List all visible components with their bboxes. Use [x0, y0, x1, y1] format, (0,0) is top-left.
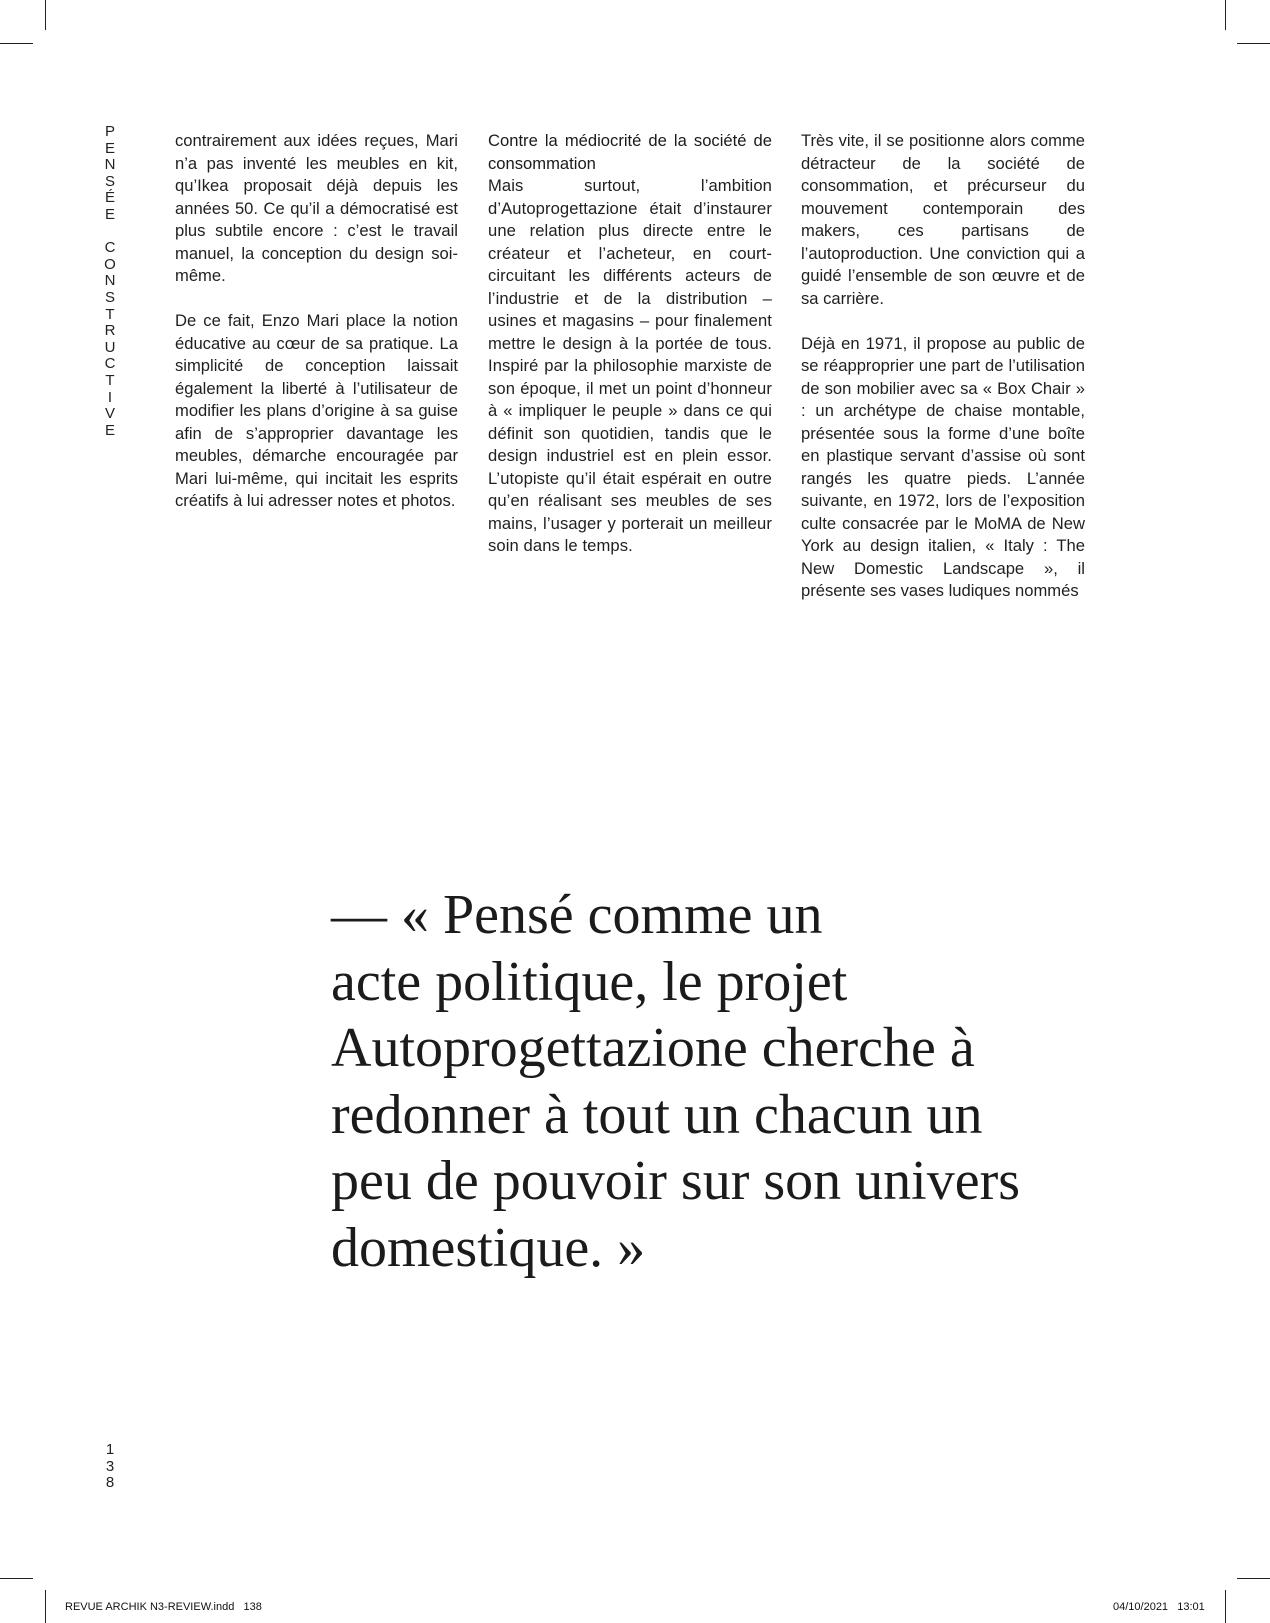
crop-mark-bottom-left-h — [0, 1578, 33, 1579]
section-label-letter: N — [104, 272, 116, 290]
page-number-digit: 3 — [105, 1457, 115, 1475]
text-column-2 — [488, 130, 772, 558]
section-label-letter: U — [104, 338, 116, 356]
page-number-digit: 8 — [105, 1474, 115, 1492]
section-label-letter: E — [104, 139, 115, 157]
section-label-letter: S — [104, 288, 115, 306]
section-label-letter: O — [104, 255, 116, 273]
crop-mark-bottom-right — [1225, 1590, 1226, 1623]
pull-quote-line: Autoprogettazione cherche à — [331, 1017, 975, 1079]
section-label-gap — [103, 224, 117, 241]
section-label-letter: V — [104, 405, 115, 423]
pull-quote — [331, 882, 1151, 1281]
section-label-letter: N — [104, 156, 116, 174]
section-label-letter: E — [104, 421, 115, 439]
section-label-letter: E — [104, 205, 115, 223]
section-label-letter: T — [105, 305, 115, 323]
pull-quote-line: domestique. » — [331, 1216, 646, 1279]
section-label-letter: R — [104, 322, 116, 340]
crop-mark-top-left-h — [0, 43, 33, 44]
paragraph: Mais surtout, l’ambition d’Autoprogettazione était d’instaurer une relation plus directe entre le créateur et l’acheteur, en court-circuitant les différents acteurs de l’industrie et de la distribution – usines et magasins – pour finalement mettre le design à la portée de tous. Inspiré par la philosophie marxiste de son époque, il met un point d’honneur à « impliquer le peuple » dans ce qui définit son quotidien, tandis que le design industriel est en plein essor. L’utopiste qu’il était espérait en outre qu’en réalisant ses meubles de ses mains, l’usager y porterait un meilleur soin dans le temps. — [488, 176, 772, 555]
section-label-letter: C — [104, 355, 116, 373]
pull-quote-line: peu de pouvoir sur son univers — [331, 1150, 1021, 1212]
section-label-letter: É — [104, 189, 115, 207]
print-slug-date: 04/10/2021 13:01 — [1113, 1601, 1205, 1613]
crop-mark-top-right — [1225, 0, 1226, 30]
print-slug-file: REVUE ARCHIK N3-REVIEW.indd 138 — [65, 1601, 262, 1613]
paragraph: De ce fait, Enzo Mari place la notion éducative au cœur de sa pratique. La simplicité de conception laissait également la liberté à l’utilisateur de modifier les plans d’origine à sa guise afin de s’approprier davantage les meubles, démarche encouragée par Mari lui-même, qui incitait les esprits créatifs à lui adresser notes et photos. — [175, 311, 458, 510]
text-column-1 — [175, 130, 458, 513]
paragraph: Très vite, il se positionne alors comme détracteur de la société de consommation, et précurseur du mouvement contemporain des makers, ces partisans de l’autoproduction. Une conviction qui a guidé l’ensemble de son œuvre et de sa carrière. — [801, 131, 1085, 308]
section-label-letter: P — [104, 123, 115, 140]
page-number — [103, 1442, 117, 1492]
pull-quote-line: redonner à tout un chacun un — [331, 1083, 983, 1146]
crop-mark-bottom-left — [45, 1590, 46, 1623]
text-column-3 — [801, 130, 1085, 603]
paragraph: Déjà en 1971, il propose au public de se réapproprier une part de l’utilisation de son mobilier avec sa « Box Chair » : un archétype de chaise montable, présentée sous la forme d’une boîte en plastique servant d’assise où sont rangés les quatre pieds. L’année suivante, en 1972, lors de l’exposition culte consacrée par le MoMA de New York au design italien, « Italy : The New Domestic Landscape », il présente ses vases ludiques nommés — [801, 333, 1085, 600]
pull-quote-line: — « Pensé comme un — [331, 884, 823, 946]
section-label-letter: C — [104, 239, 116, 257]
crop-mark-top-right-h — [1237, 43, 1270, 44]
section-label-letter: S — [104, 172, 115, 190]
crop-mark-bottom-right-h — [1237, 1578, 1270, 1579]
paragraph: contrairement aux idées reçues, Mari n’a pas inventé les meubles en kit, qu’Ikea proposait déjà depuis les années 50. Ce qu’il a démocratisé est plus subtile encore : c’est le travail manuel, la conception du design soi-même. — [175, 131, 458, 285]
section-label-letter: I — [107, 388, 113, 406]
pull-quote-line: acte politique, le projet — [331, 950, 848, 1013]
subheading: Contre la médiocrité de la société de consommation — [488, 131, 772, 173]
section-label-letter: T — [105, 371, 115, 389]
section-label — [103, 124, 117, 439]
crop-mark-top-left — [45, 0, 46, 30]
page-number-digit: 1 — [105, 1441, 115, 1458]
